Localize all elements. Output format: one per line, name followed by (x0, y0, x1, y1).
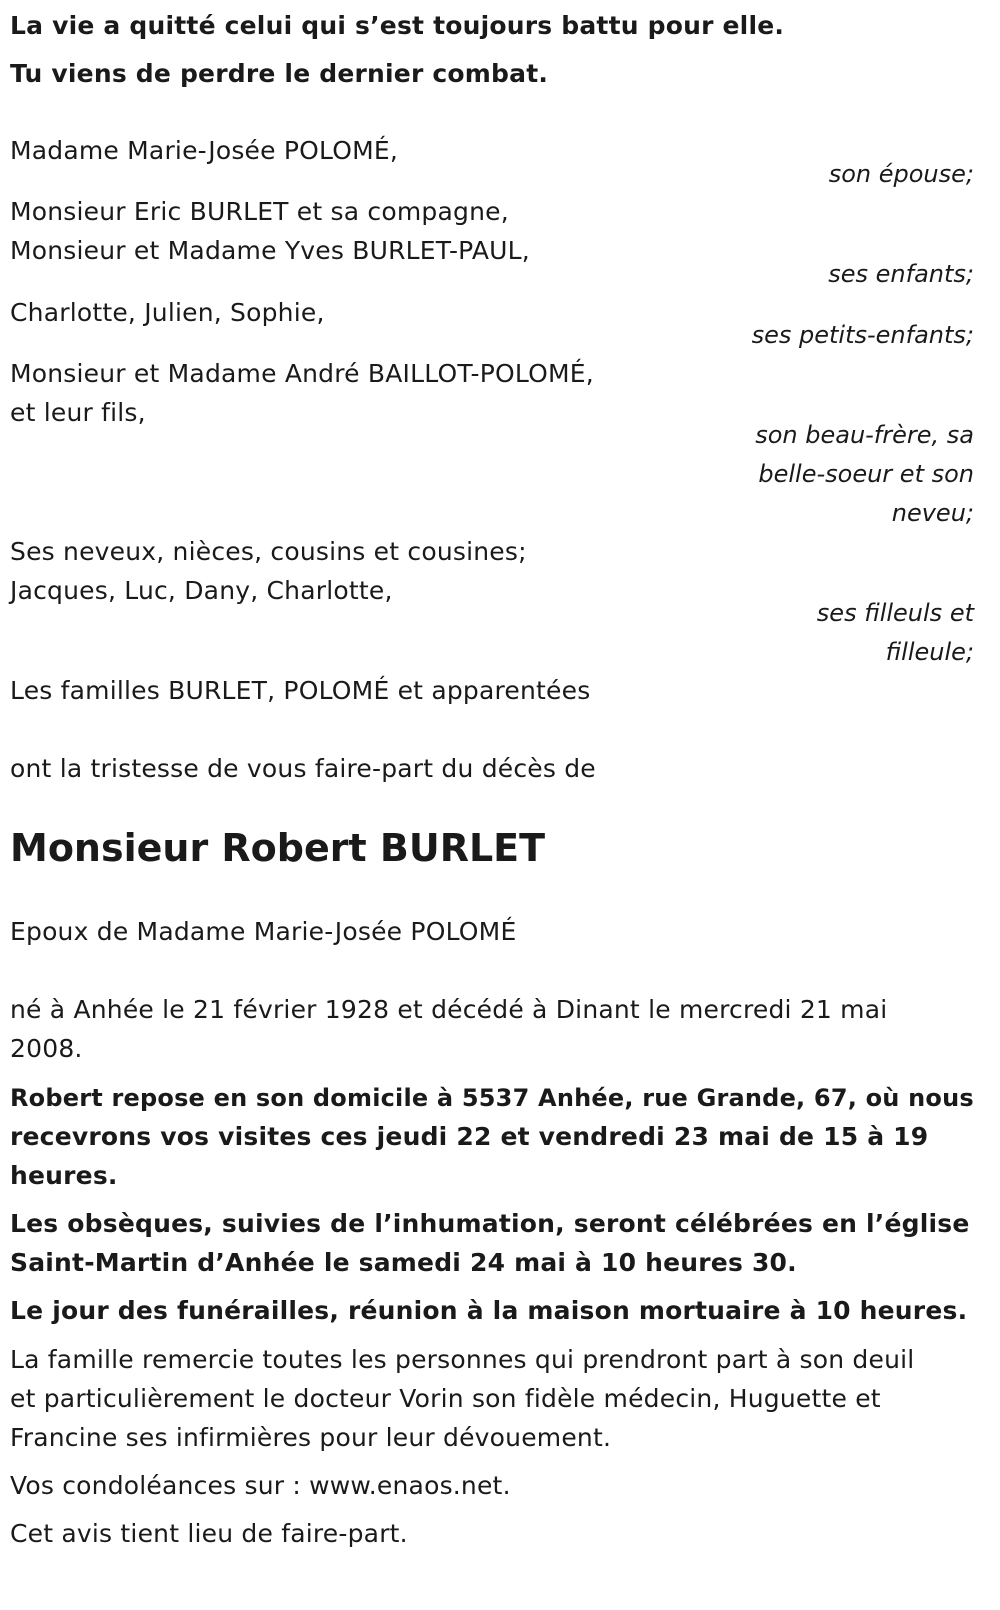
spouse-name: Madame Marie-Josée POLOMÉ, (10, 136, 399, 165)
relatives: Ses neveux, nièces, cousins et cousines; (10, 537, 527, 566)
godchildren: Jacques, Luc, Dany, Charlotte, (10, 576, 393, 605)
grandchildren-role: ses petits-enfants; (751, 321, 974, 349)
intro-line-1: La vie a quitté celui qui s’est toujours battu pour elle. (10, 11, 785, 40)
inlaws-role-1: son beau-frère, sa (755, 421, 974, 449)
rest-line-1: Robert repose en son domicile à 5537 Anhée, rue Grande, 67, où nous (10, 1084, 974, 1112)
meeting: Le jour des funérailles, réunion à la maison mortuaire à 10 heures. (10, 1296, 968, 1325)
birth-death-line-1: né à Anhée le 21 février 1928 et décédé à Dinant le mercredi 21 mai (10, 995, 888, 1024)
intro-line-2: Tu viens de perdre le dernier combat. (10, 59, 549, 88)
birth-death-line-2: 2008. (10, 1034, 83, 1063)
grandchildren: Charlotte, Julien, Sophie, (10, 298, 325, 327)
inlaws-role-3: neveu; (891, 499, 974, 527)
godchildren-role-1: ses filleuls et (816, 599, 974, 627)
announcement: ont la tristesse de vous faire-part du décès de (10, 754, 596, 783)
children-role: ses enfants; (828, 260, 974, 288)
funeral-line-2: Saint-Martin d’Anhée le samedi 24 mai à 10 heures 30. (10, 1248, 797, 1277)
thanks-line-2: et particulièrement le docteur Vorin son fidèle médecin, Huguette et (10, 1384, 881, 1413)
condolences: Vos condoléances sur : www.enaos.net. (10, 1471, 511, 1500)
notice: Cet avis tient lieu de faire-part. (10, 1519, 408, 1548)
rest-line-2: recevrons vos visites ces jeudi 22 et vendredi 23 mai de 15 à 19 (10, 1122, 929, 1151)
spouse-of: Epoux de Madame Marie-Josée POLOMÉ (10, 917, 517, 946)
rest-line-3: heures. (10, 1161, 118, 1190)
inlaws-role-2: belle-soeur et son (758, 460, 974, 488)
thanks-line-3: Francine ses infirmières pour leur dévouement. (10, 1423, 612, 1452)
families: Les familles BURLET, POLOMÉ et apparentées (10, 676, 591, 705)
deceased-name: Monsieur Robert BURLET (10, 826, 546, 870)
spouse-role: son épouse; (828, 160, 974, 188)
inlaws-line-1: Monsieur et Madame André BAILLOT-POLOMÉ, (10, 359, 594, 388)
child-1: Monsieur Eric BURLET et sa compagne, (10, 197, 509, 226)
funeral-line-1: Les obsèques, suivies de l’inhumation, seront célébrées en l’église (10, 1209, 970, 1238)
thanks-line-1: La famille remercie toutes les personnes qui prendront part à son deuil (10, 1345, 915, 1374)
child-2: Monsieur et Madame Yves BURLET-PAUL, (10, 236, 530, 265)
godchildren-role-2: filleule; (885, 638, 974, 666)
inlaws-line-2: et leur fils, (10, 398, 146, 427)
